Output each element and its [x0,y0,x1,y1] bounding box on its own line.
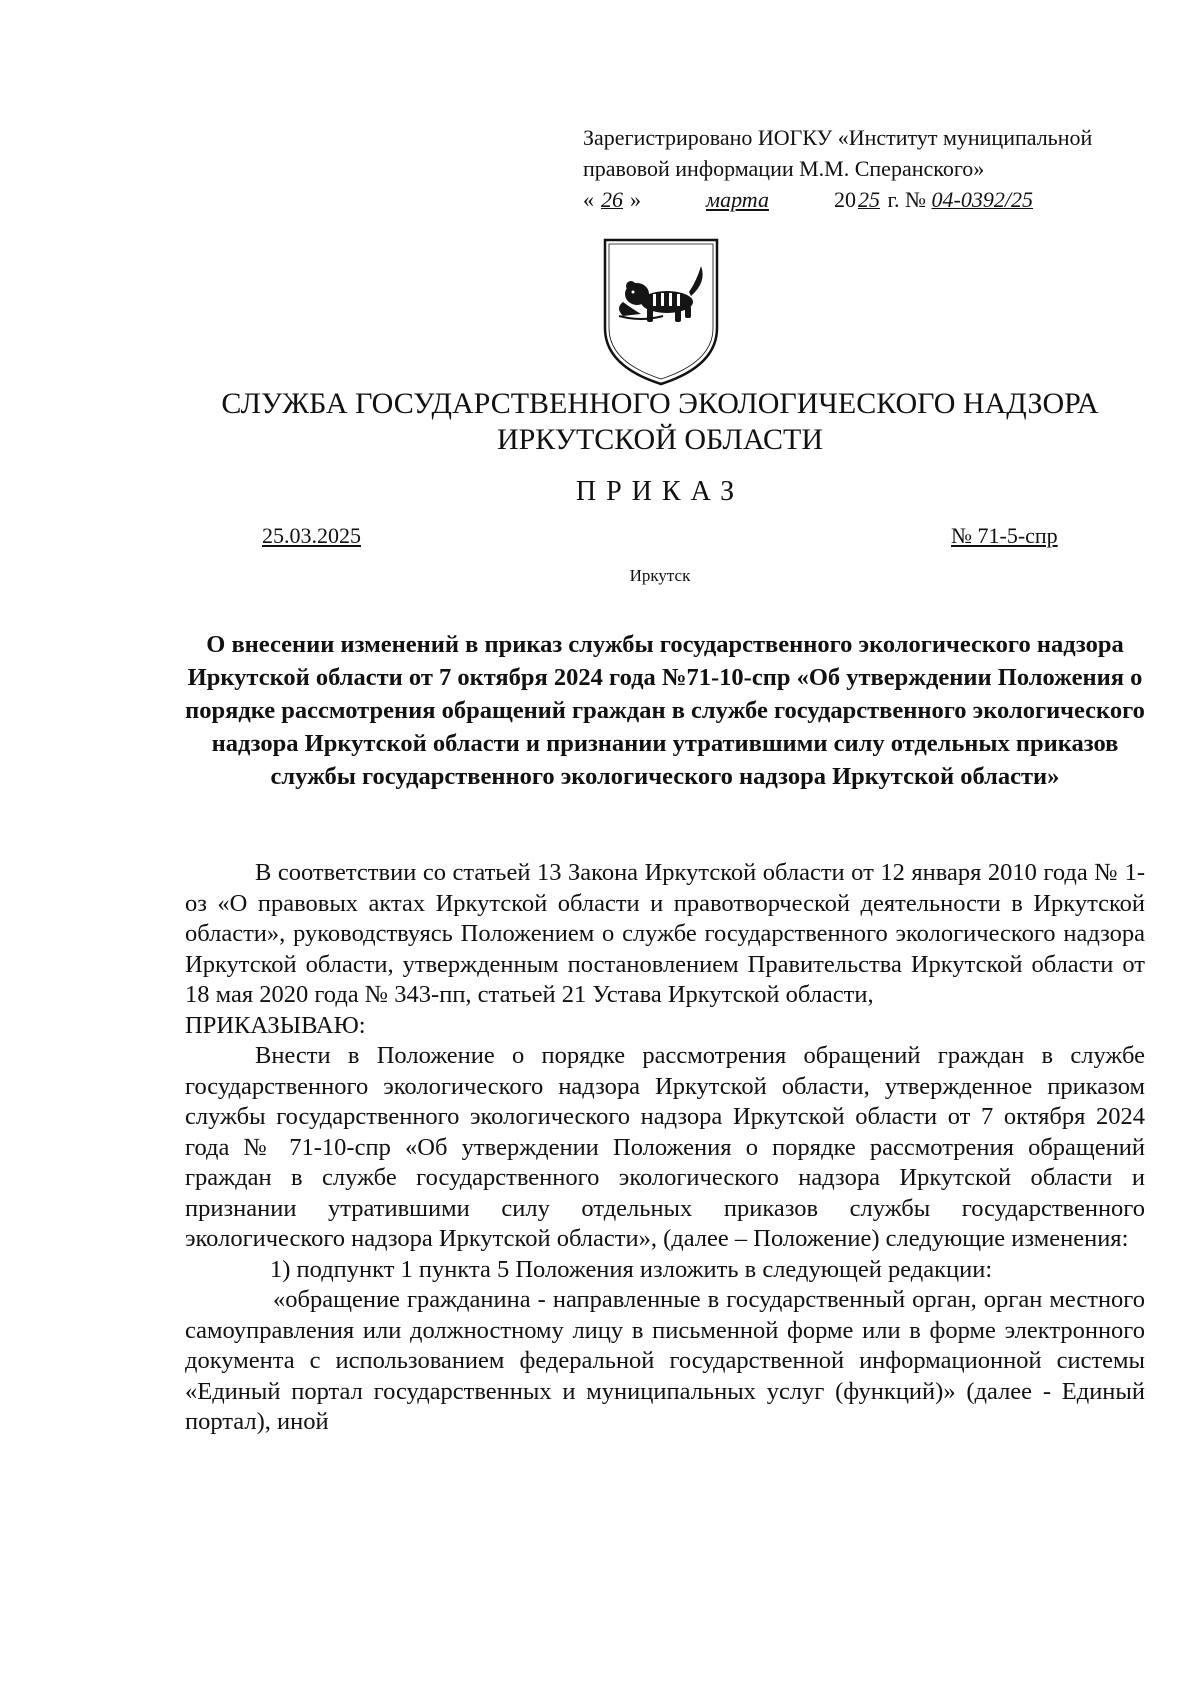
organization-name [0,386,1200,458]
registration-line-1: Зарегистрировано ИОГКУ «Институт муниципальной [583,125,1093,150]
body-paragraph-order: ПРИКАЗЫВАЮ: [185,1011,366,1039]
registration-stamp [583,122,1123,215]
body-paragraph-2: Внести в Положение о порядке рассмотрения обращений граждан в службе государственного экологического надзора Иркутской области, утвержденное приказом службы государственного экологического надзора Иркутской области от 7 октября 2024 года № 71-10-спр «Об утверждении Положения о порядке рассмотрения обращений граждан в службе государственного экологического надзора Иркутской области и признании утратившими силу отдельных приказов службы государственного экологического надзора Иркутской области», (далее – Положение) следующие изменения: [185,1042,1145,1252]
document-type: ПРИКАЗ [575,476,745,507]
body-paragraph-4: «обращение гражданина - направленные в государственный орган, орган местного самоуправления или должностному лицу в письменной форме или в форме электронного документа с использованием федеральной государственной информационной системы «Единый портал государственных и муниципальных услуг (функций)» (далее - Единый портал), иной [185,1286,1145,1435]
body-paragraph-1: В соответствии со статьей 13 Закона Иркутской области от 12 января 2010 года № 1-оз «О правовых актах Иркутской области и правотворческой деятельности в Иркутской области», руководствуясь Положением о службе государственного экологического надзора Иркутской области, утвержденным постановлением Правительства Иркутской области от 18 мая 2020 года № 343-пп, статьей 21 Устава Иркутской области, [185,859,1145,1008]
irkutsk-coat-of-arms-icon [601,236,721,388]
registration-close-quote: » [630,187,641,212]
registration-number: 04-0392/25 [931,187,1033,212]
registration-line-3 [583,184,1123,215]
registration-number-label: г. № [887,187,927,212]
registration-day: 26 [601,187,623,212]
organization-name-line-1: СЛУЖБА ГОСУДАРСТВЕННОГО ЭКОЛОГИЧЕСКОГО НАДЗОРА [221,387,1099,420]
registration-open-quote: « [583,187,594,212]
document-date: 25.03.2025 [262,523,361,548]
document-number: № 71-5-спр [951,523,1058,548]
registration-year-prefix: 20 [834,187,856,212]
organization-name-line-2: ИРКУТСКОЙ ОБЛАСТИ [496,423,824,456]
registration-month: марта [706,187,769,212]
body-paragraph-3: 1) подпункт 1 пункта 5 Положения изложить в следующей редакции: [270,1255,993,1283]
document-body [185,858,1145,1438]
document-title: О внесении изменений в приказ службы государственного экологического надзора Иркутской области от 7 октября 2024 года №71-10-спр «Об утверждении Положения о порядке рассмотрения обращений граждан в службе государственного экологического надзора Иркутской области и признании утратившими силу отдельных приказов службы государственного экологического надзора Иркутской области» [185,631,1145,790]
document-city: Иркутск [629,566,691,585]
registration-year-suffix: 25 [858,187,880,212]
registration-line-2: правовой информации М.М. Сперанского» [583,156,985,181]
